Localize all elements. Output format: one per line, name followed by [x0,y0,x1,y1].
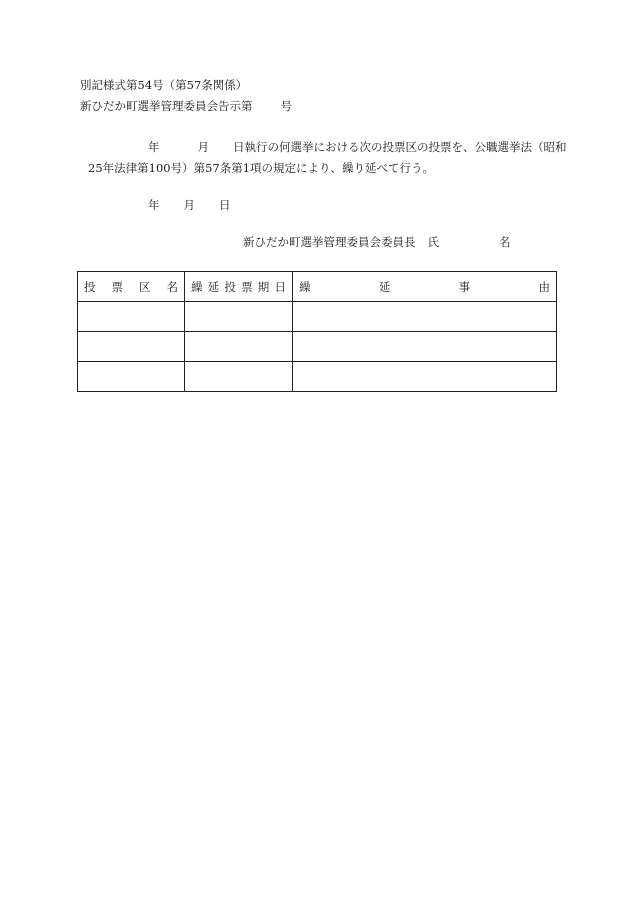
table-cell [78,362,185,392]
deferral-table [77,271,557,392]
table-header-row [78,272,557,302]
header-polling-district: 投 票 区 名 [78,272,185,302]
table-cell [293,302,557,332]
signature-line [243,237,511,249]
header-deferral-reason: 繰 延 事 由 [293,272,557,302]
date-year: 年 [148,198,160,212]
table-cell [185,362,293,392]
signature-mei: 名 [499,235,511,249]
form-label: 別記様式第54号（第57条関係） [80,78,248,92]
body-text-line-1: 日執行の何選挙における次の投票区の投票を、公職選挙法（昭和 [233,140,567,154]
table-cell [78,332,185,362]
table-cell [185,302,293,332]
date-day: 日 [219,198,231,212]
body-year: 年 [148,140,160,154]
notice-body-line-2: 25年法律第100号）第57条第1項の規定により、繰り延べて行う。 [88,161,435,175]
header-deferred-date: 繰 延 投 票 期 日 [185,272,293,302]
notice-date [148,200,231,212]
table-cell [78,302,185,332]
notice-number-suffix: 号 [280,99,292,113]
table-row [78,332,557,362]
date-month: 月 [183,198,195,212]
table-cell [185,332,293,362]
notice-number [80,101,292,113]
table-row [78,362,557,392]
table-cell [293,332,557,362]
body-month: 月 [197,140,209,154]
notice-body-line-1 [148,142,567,154]
signature-title: 新ひだか町選挙管理委員会委員長 [243,235,416,249]
notice-number-prefix: 新ひだか町選挙管理委員会告示第 [80,99,253,113]
signature-shi: 氏 [427,235,439,249]
table-row [78,302,557,332]
table-cell [293,362,557,392]
